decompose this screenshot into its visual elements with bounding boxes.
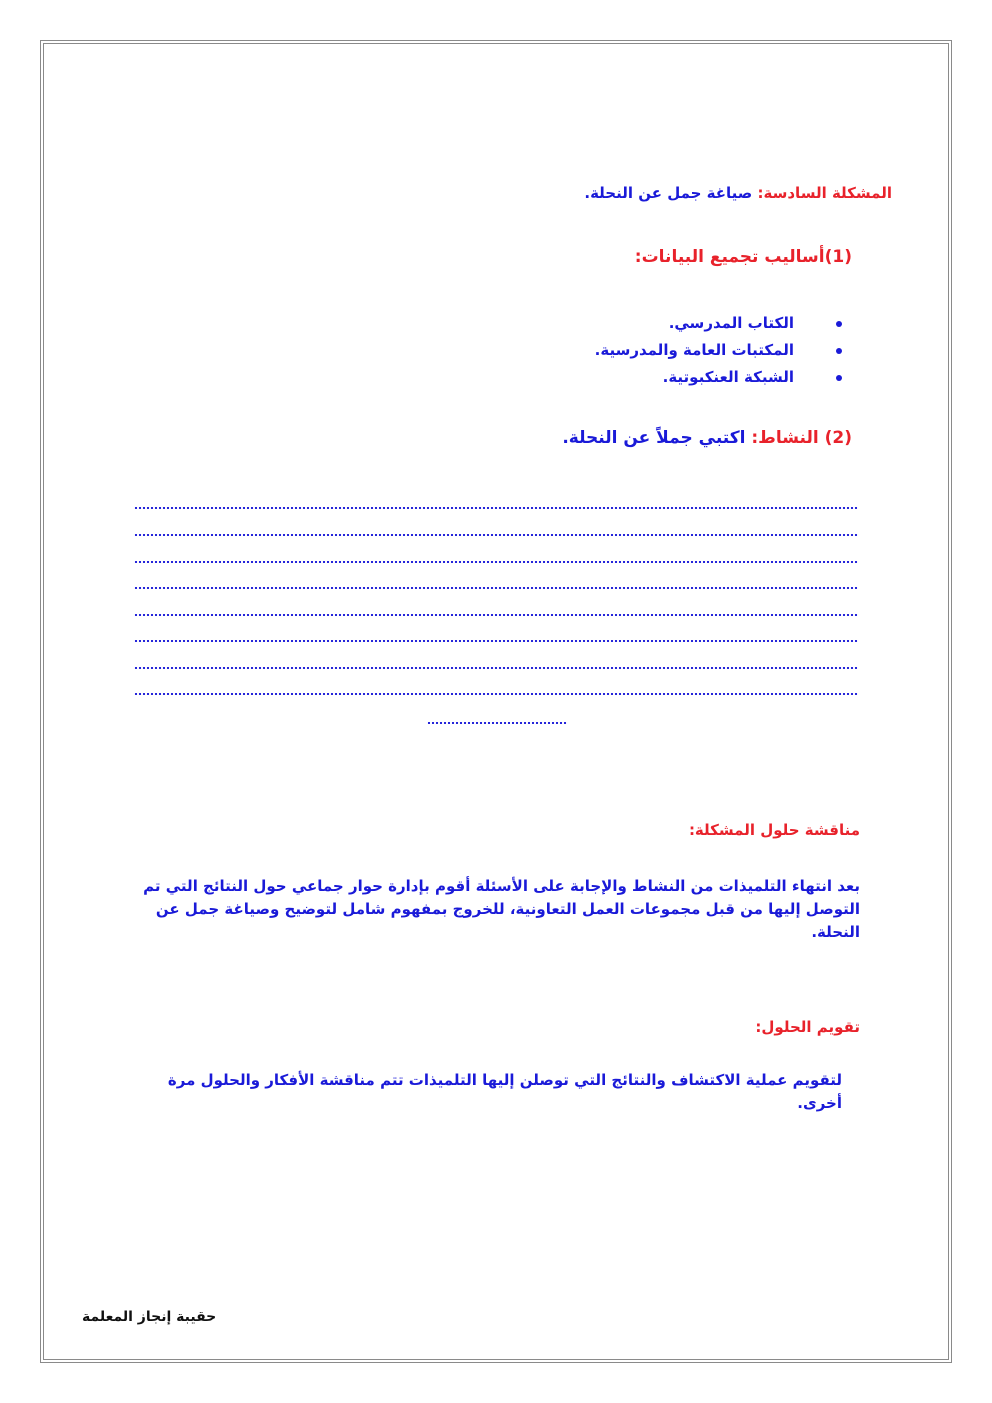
section1-number: (1) xyxy=(824,247,852,267)
footer-text: حقيبة إنجاز المعلمة xyxy=(82,1309,217,1325)
section1-title: أساليب تجميع البيانات: xyxy=(634,247,825,267)
answer-line[interactable] xyxy=(134,614,858,616)
problem-title xyxy=(584,184,892,202)
evaluation-heading: تقويم الحلول: xyxy=(755,1018,860,1036)
answer-line[interactable] xyxy=(134,534,858,536)
list-item-text: الشبكة العنكبوتية. xyxy=(662,368,794,386)
answer-line[interactable] xyxy=(134,507,858,509)
section2-heading xyxy=(562,428,852,448)
section2-label: النشاط: xyxy=(751,428,819,448)
list-item-text: المكتبات العامة والمدرسية. xyxy=(594,341,794,359)
list-item xyxy=(595,310,842,337)
discussion-body: بعد انتهاء التلميذات من النشاط والإجابة على الأسئلة أقوم بإدارة حوار جماعي حول النتائج التي تم التوصل إليها من قبل مجموعات العمل التعاونية، للخروج بمفهوم شامل لتوضيح وصياغة جمل عن النحلة. xyxy=(143,877,860,941)
list-item xyxy=(595,364,842,391)
section2-number: (2) xyxy=(824,428,852,448)
bullet-icon xyxy=(836,348,842,354)
section2-text: اكتبي جملاً عن النحلة. xyxy=(562,428,746,448)
answer-line[interactable] xyxy=(134,693,858,695)
problem-title-text: صياغة جمل عن النحلة. xyxy=(584,184,753,202)
answer-line[interactable] xyxy=(427,722,567,724)
answer-line[interactable] xyxy=(134,640,858,642)
problem-title-label: المشكلة السادسة: xyxy=(757,184,892,202)
bullet-icon xyxy=(836,321,842,327)
data-sources-list xyxy=(595,310,842,391)
answer-line[interactable] xyxy=(134,561,858,563)
evaluation-body: لتقويم عملية الاكتشاف والنتائج التي توصلن إليها التلميذات تتم مناقشة الأفكار والحلول مرة أخرى. xyxy=(167,1071,842,1112)
list-item xyxy=(595,337,842,364)
bullet-icon xyxy=(836,375,842,381)
list-item-text: الكتاب المدرسي. xyxy=(668,314,794,332)
answer-line[interactable] xyxy=(134,587,858,589)
answer-line[interactable] xyxy=(134,667,858,669)
page-border-inner xyxy=(43,43,949,1360)
section1-heading xyxy=(635,247,852,267)
discussion-heading: مناقشة حلول المشكلة: xyxy=(688,821,860,839)
